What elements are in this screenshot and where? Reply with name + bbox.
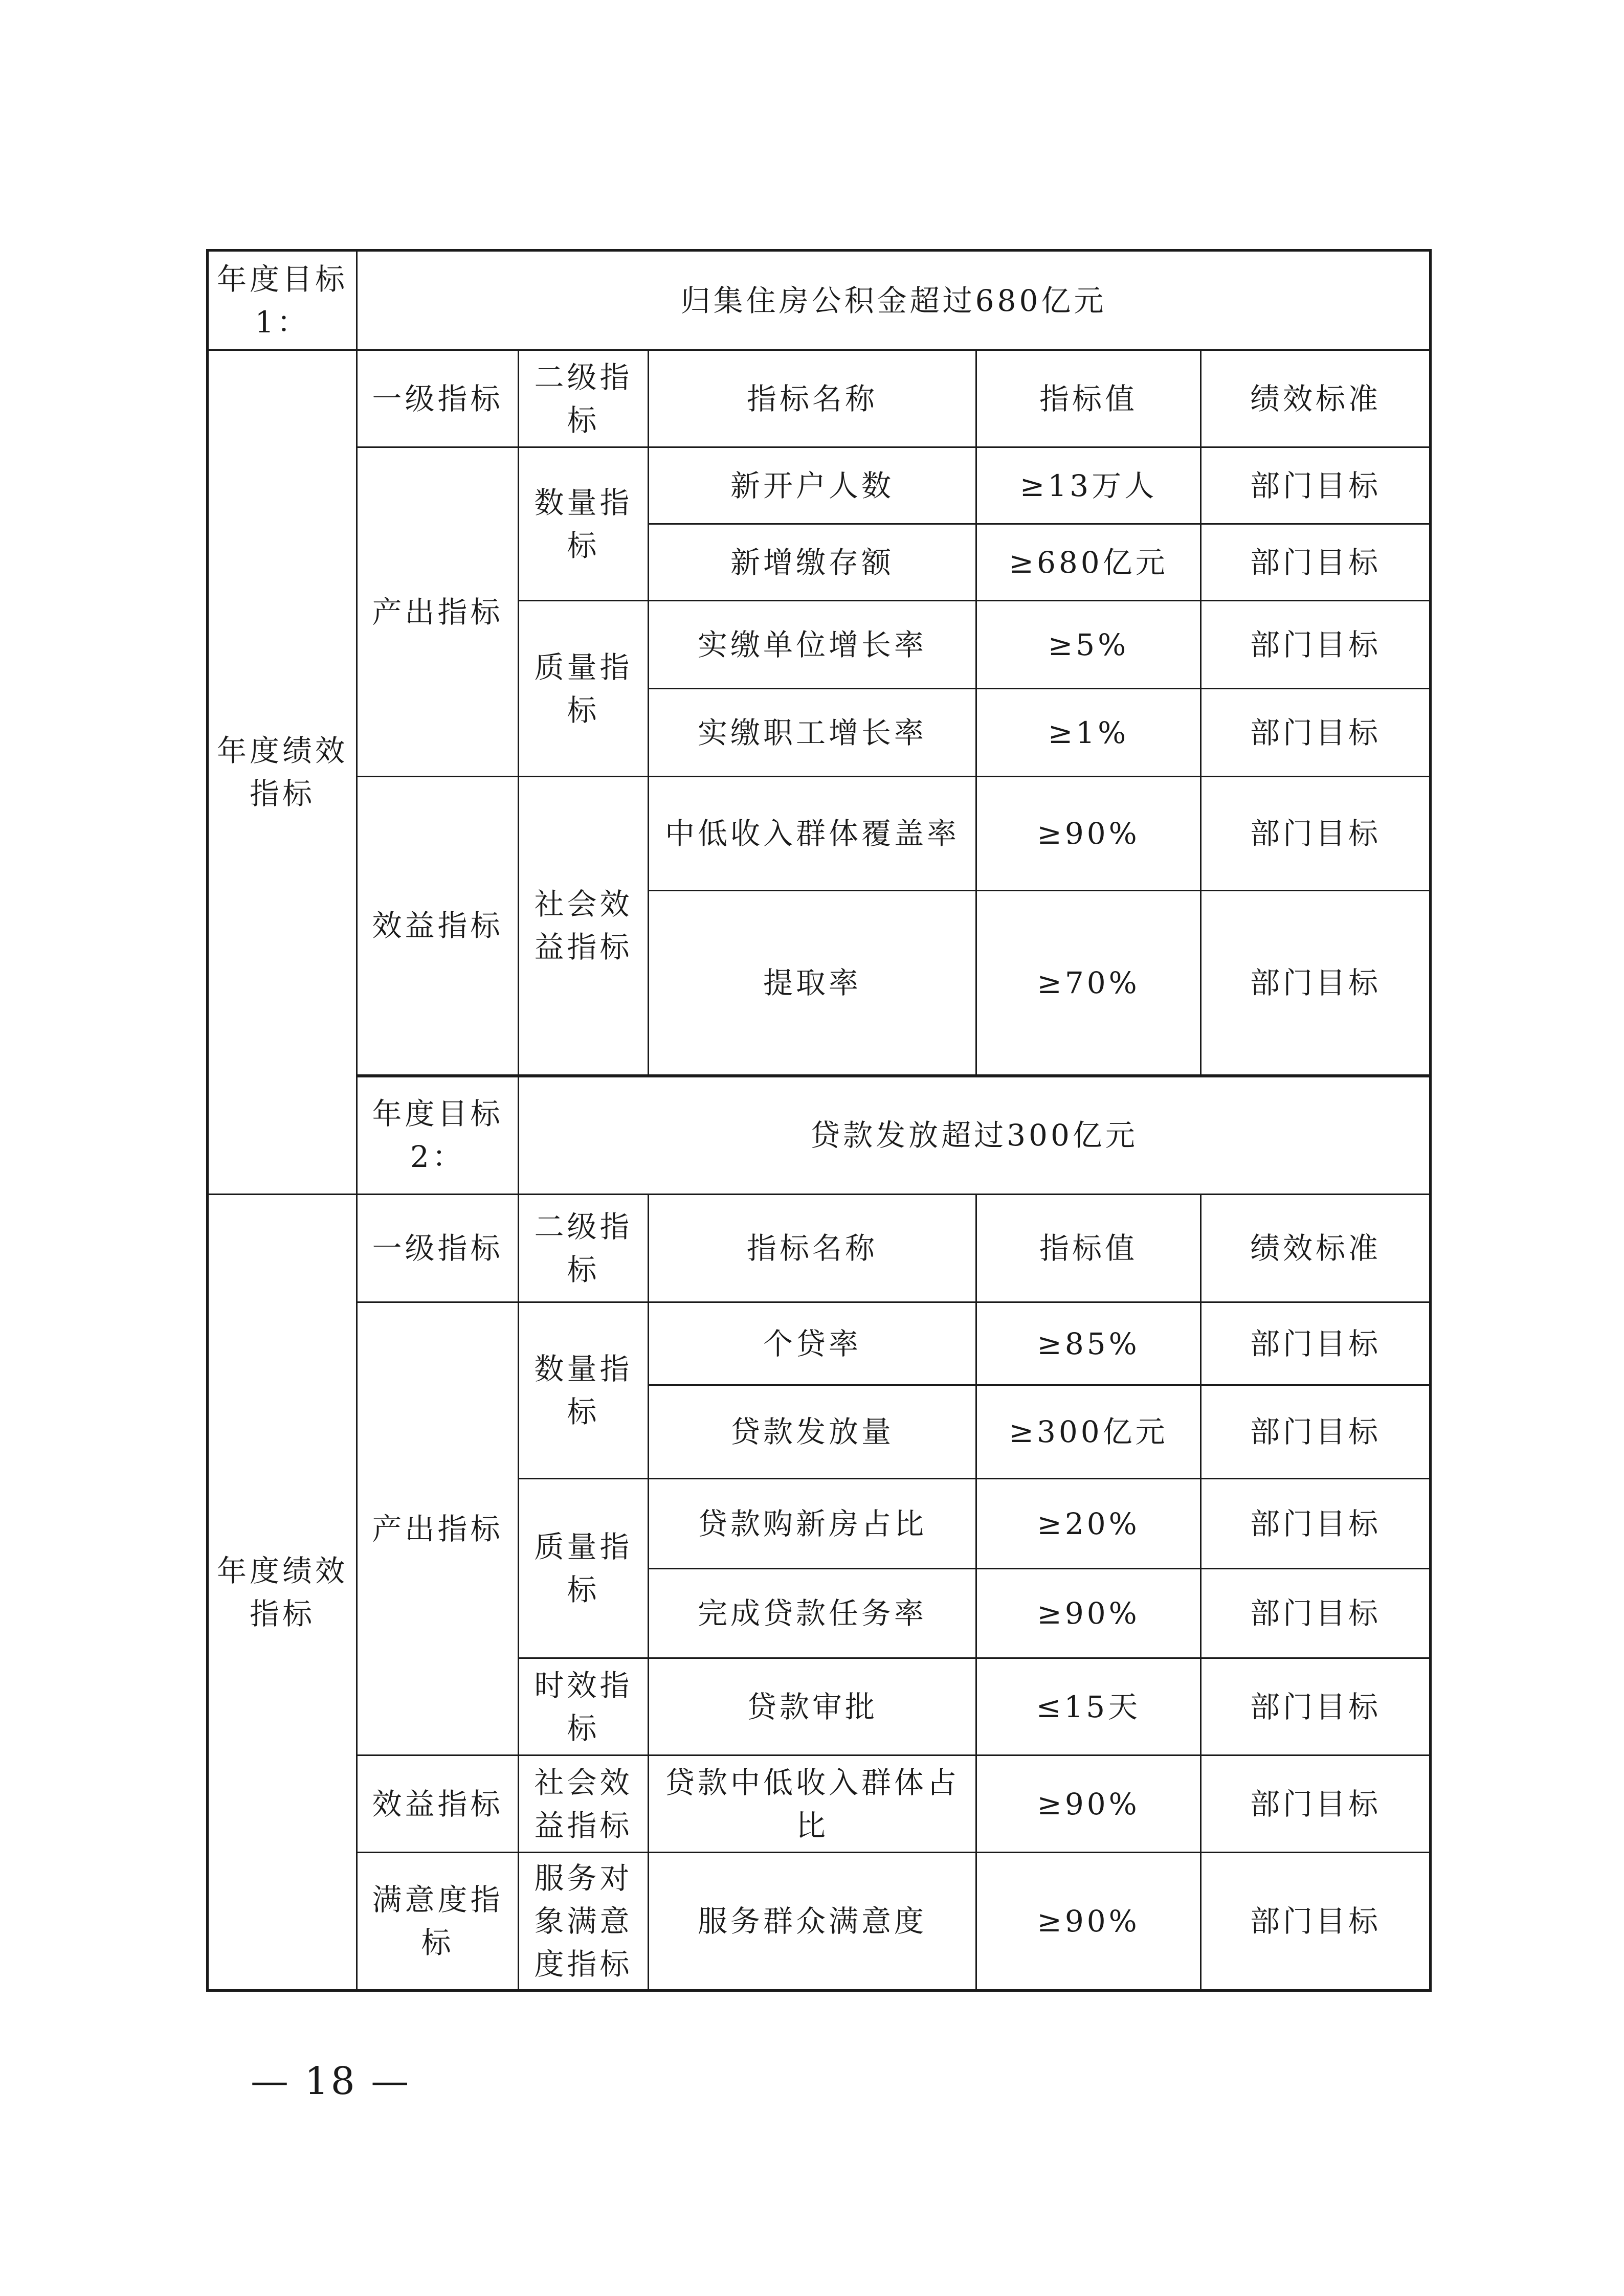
indicator-value: ≥20% [976, 1479, 1201, 1569]
goal2-header-row [208, 1195, 1431, 1302]
table-row [208, 1302, 1431, 1385]
goal1-label: 年度目标1： [208, 251, 357, 350]
indicator-name: 贷款发放量 [649, 1385, 976, 1479]
indicator-name: 新开户人数 [649, 447, 976, 524]
goal2-quality-label: 质量指标 [519, 1479, 649, 1658]
goal2-header-level2: 二级指标 [519, 1195, 649, 1302]
goal2-output-label: 产出指标 [357, 1302, 519, 1755]
indicator-standard: 部门目标 [1201, 1853, 1431, 1991]
indicator-name: 贷款购新房占比 [649, 1479, 976, 1569]
goal2-header-standard: 绩效标准 [1201, 1195, 1431, 1302]
indicator-value: ≥5% [976, 601, 1201, 689]
table-row [208, 1755, 1431, 1853]
indicator-value: ≥90% [976, 1755, 1201, 1853]
goal1-section-label: 年度绩效指标 [208, 350, 357, 1195]
indicator-name: 新增缴存额 [649, 524, 976, 601]
goal2-header-level1: 一级指标 [357, 1195, 519, 1302]
indicator-standard: 部门目标 [1201, 447, 1431, 524]
indicator-standard: 部门目标 [1201, 1385, 1431, 1479]
indicator-name: 实缴单位增长率 [649, 601, 976, 689]
goal1-header-standard: 绩效标准 [1201, 350, 1431, 447]
indicator-value: ≥1% [976, 689, 1201, 777]
indicator-name: 完成贷款任务率 [649, 1569, 976, 1658]
goal1-benefit-label: 效益指标 [357, 777, 519, 1076]
goal1-social-label: 社会效益指标 [519, 777, 649, 1076]
indicator-standard: 部门目标 [1201, 1755, 1431, 1853]
table-row [208, 447, 1431, 524]
goal2-section-label: 年度绩效指标 [208, 1195, 357, 1991]
table-row [208, 1853, 1431, 1991]
indicator-name: 贷款审批 [649, 1658, 976, 1755]
indicator-standard: 部门目标 [1201, 601, 1431, 689]
indicator-value: ≥90% [976, 1853, 1201, 1991]
indicator-standard: 部门目标 [1201, 1658, 1431, 1755]
indicator-value: ≥70% [976, 891, 1201, 1076]
goal2-service-label: 服务对象满意度指标 [519, 1853, 649, 1991]
indicator-standard: 部门目标 [1201, 1569, 1431, 1658]
performance-table [206, 249, 1432, 1992]
goal1-row [208, 251, 1431, 350]
indicator-standard: 部门目标 [1201, 689, 1431, 777]
indicator-standard: 部门目标 [1201, 891, 1431, 1076]
goal2-timeliness-label: 时效指标 [519, 1658, 649, 1755]
indicator-value: ≥90% [976, 1569, 1201, 1658]
indicator-name: 服务群众满意度 [649, 1853, 976, 1991]
goal1-header-level2: 二级指标 [519, 350, 649, 447]
indicator-name: 实缴职工增长率 [649, 689, 976, 777]
indicator-name: 提取率 [649, 891, 976, 1076]
goal2-header-value: 指标值 [976, 1195, 1201, 1302]
indicator-value: ≥85% [976, 1302, 1201, 1385]
goal2-title: 贷款发放超过300亿元 [519, 1076, 1431, 1195]
goal1-header-level1: 一级指标 [357, 350, 519, 447]
goal2-label: 年度目标2： [357, 1076, 519, 1195]
goal1-header-value: 指标值 [976, 350, 1201, 447]
goal1-quality-label: 质量指标 [519, 601, 649, 777]
indicator-standard: 部门目标 [1201, 524, 1431, 601]
indicator-name: 贷款中低收入群体占比 [649, 1755, 976, 1853]
indicator-name: 个贷率 [649, 1302, 976, 1385]
goal2-row [208, 1076, 1431, 1195]
goal2-satisfaction-label: 满意度指标 [357, 1853, 519, 1991]
page-number: — 18 — [251, 2059, 411, 2103]
indicator-value: ≥13万人 [976, 447, 1201, 524]
goal1-header-row [208, 350, 1431, 447]
indicator-value: ≥680亿元 [976, 524, 1201, 601]
table-row [208, 777, 1431, 891]
indicator-standard: 部门目标 [1201, 1479, 1431, 1569]
indicator-value: ≤15天 [976, 1658, 1201, 1755]
goal2-header-name: 指标名称 [649, 1195, 976, 1302]
goal1-quantity-label: 数量指标 [519, 447, 649, 601]
indicator-value: ≥90% [976, 777, 1201, 891]
indicator-value: ≥300亿元 [976, 1385, 1201, 1479]
goal1-header-name: 指标名称 [649, 350, 976, 447]
indicator-standard: 部门目标 [1201, 777, 1431, 891]
goal1-output-label: 产出指标 [357, 447, 519, 777]
indicator-name: 中低收入群体覆盖率 [649, 777, 976, 891]
goal1-title: 归集住房公积金超过680亿元 [357, 251, 1431, 350]
goal2-social-label: 社会效益指标 [519, 1755, 649, 1853]
goal2-benefit-label: 效益指标 [357, 1755, 519, 1853]
goal2-quantity-label: 数量指标 [519, 1302, 649, 1479]
indicator-standard: 部门目标 [1201, 1302, 1431, 1385]
